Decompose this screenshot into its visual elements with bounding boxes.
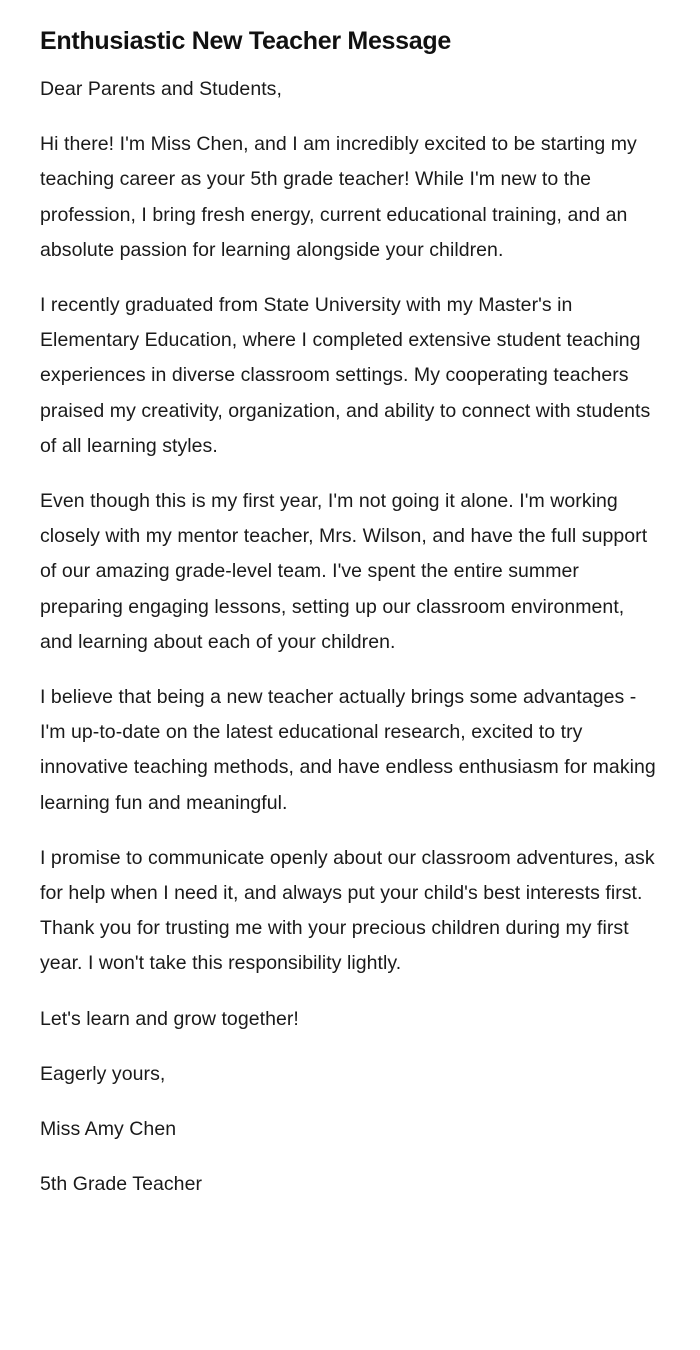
letter-paragraph-education: I recently graduated from State University with my Master's in Elementary Education, where I completed extensive student teaching experiences in diverse classroom settings. My cooperating teachers praised my creativity, organization, and ability to connect with students of all learning styles.: [40, 294, 651, 457]
letter-greeting: Dear Parents and Students,: [40, 78, 282, 100]
letter-sign-off: Eagerly yours,: [40, 1062, 166, 1085]
letter-paragraph-promise: I promise to communicate openly about our classroom adventures, ask for help when I need it, and always put your child's best interests first. Thank you for trusting me with your precious children during my first year. I won't take this responsibility lightly.: [40, 846, 655, 975]
signature-title: 5th Grade Teacher: [40, 1173, 203, 1196]
letter-closing-line: Let's learn and grow together!: [40, 1007, 299, 1030]
signature-name: Miss Amy Chen: [40, 1118, 177, 1141]
letter-paragraph-support: Even though this is my first year, I'm not going it alone. I'm working closely with my mentor teacher, Mrs. Wilson, and have the full support of our amazing grade-level team. I've spent the entire summer preparing engaging lessons, setting up our classroom environment, and learning about each of your children.: [40, 490, 648, 653]
letter-paragraph-intro: Hi there! I'm Miss Chen, and I am incredibly excited to be starting my teaching career as your 5th grade teacher! While I'm new to the profession, I bring fresh energy, current educational training, and an absolute passion for learning alongside your children.: [40, 133, 637, 261]
letter-paragraph-advantages: I believe that being a new teacher actually brings some advantages - I'm up-to-date on the latest educational research, excited to try innovative teaching methods, and have endless enthusiasm for making learning fun and meaningful.: [40, 686, 656, 814]
letter-title: Enthusiastic New Teacher Message: [40, 27, 451, 55]
